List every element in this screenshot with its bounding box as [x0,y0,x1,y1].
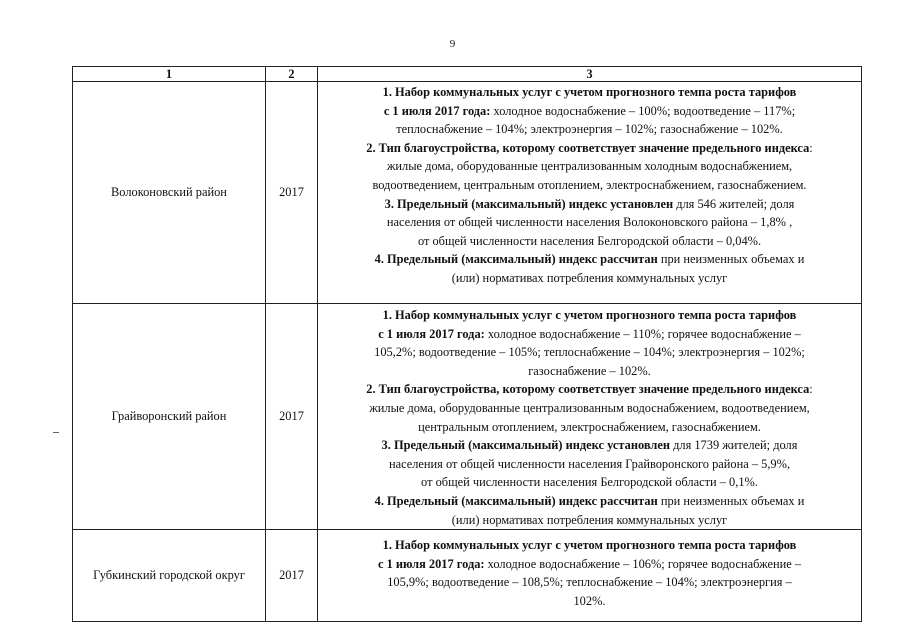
detail-line [321,325,858,344]
detail-line-bold: с 1 июля 2017 года: [377,556,485,571]
detail-line [321,536,858,555]
detail-line [321,306,858,325]
detail-line-text: : [809,382,813,397]
year: 2017 [266,304,318,530]
detail-line [321,139,858,158]
detail-line [321,120,858,139]
detail-line-text: (или) нормативах потребления коммунальных услуг [451,270,728,285]
detail-line [321,157,858,176]
detail-line [321,250,858,269]
header-col-1: 1 [73,67,266,82]
detail-line-text: центральным отоплением, электроснабжением, газоснабжением. [418,419,761,434]
district-name: Грайворонский район [73,304,266,530]
margin-mark [53,432,59,433]
detail-line-text: газоснабжение – 102%. [528,363,651,378]
tariff-table [72,66,862,622]
detail-line [321,573,858,592]
detail-line-text: 105,2%; водоотведение – 105%; теплоснабжение – 104%; электроэнергия – 102%; [374,345,805,360]
detail-line-text: водоотведением, центральным отоплением, электроснабжением, газоснабжением. [372,177,807,192]
detail-line-bold: 1. Набор коммунальных услуг с учетом прогнозного темпа роста тарифов [382,538,797,553]
detail-line [321,176,858,195]
detail-line-bold: 2. Тип благоустройства, которому соответствует значение предельного индекса [366,140,810,155]
detail-line-bold: 3. Предельный (максимальный) индекс установлен [384,196,674,211]
detail-line [321,436,858,455]
detail-line-text: холодное водоснабжение – 106%; горячее водоснабжение – [484,556,802,571]
detail-line-bold: 3. Предельный (максимальный) индекс установлен [381,438,670,453]
detail-line [321,492,858,511]
detail-line-bold: 2. Тип благоустройства, которому соответствует значение предельного индекса [366,382,810,397]
detail-line [321,102,858,121]
detail-line-text: от общей численности населения Белгородской области – 0,1%. [421,475,758,490]
detail-line-bold: 1. Набор коммунальных услуг с учетом прогнозного темпа роста тарифов [382,308,797,322]
detail-line [321,83,858,102]
detail-line-text: жилые дома, оборудованные централизованным водоснабжением, водоотведением, [369,400,810,415]
detail-line [321,473,858,492]
detail-line [321,418,858,437]
detail-line-text: при неизменных объемах и [657,493,805,508]
detail-line-text: холодное водоснабжение – 110%; горячее водоснабжение – [484,326,801,341]
detail-line-bold: с 1 июля 2017 года: [383,103,491,118]
detail-line-text: для 1739 жителей; доля [669,438,798,453]
detail-line-text: населения от общей численности населения Волоконовского района – 1,8% , [386,215,793,230]
table-row [73,82,862,304]
table-header-row [73,67,862,82]
detail-line-text: при неизменных объемах и [657,252,805,267]
district-name: Губкинский городской округ [73,530,266,622]
detail-line [321,195,858,214]
detail-line [321,343,858,362]
header-col-3: 3 [318,67,862,82]
detail-line-text: (или) нормативах потребления коммунальных услуг [451,512,728,527]
detail-line [321,592,858,611]
page-number: 9 [449,38,456,50]
detail-line [321,555,858,574]
detail-line-text: теплоснабжение – 104%; электроэнергия – 102%; газоснабжение – 102%. [396,122,783,137]
district-name: Волоконовский район [73,82,266,304]
table-row [73,304,862,530]
detail-line [321,362,858,381]
detail-line-text: жилые дома, оборудованные централизованным холодным водоснабжением, [386,159,793,174]
detail-line-bold: 4. Предельный (максимальный) индекс рассчитан [374,252,658,267]
detail-line-text: 102%. [573,593,606,608]
details-cell [318,82,862,304]
detail-line-text: : [809,140,813,155]
detail-line-bold: 1. Набор коммунальных услуг с учетом прогнозного темпа роста тарифов [382,85,797,99]
detail-line [321,213,858,232]
header-col-2: 2 [266,67,318,82]
year: 2017 [266,530,318,622]
detail-line-text: от общей численности населения Белгородской области – 0,04%. [417,233,762,248]
year: 2017 [266,82,318,304]
detail-line-bold: 4. Предельный (максимальный) индекс рассчитан [374,493,658,508]
detail-line [321,380,858,399]
detail-line [321,399,858,418]
detail-line-bold: с 1 июля 2017 года: [378,326,485,341]
detail-line [321,511,858,530]
detail-line-text: холодное водоснабжение – 100%; водоотведение – 117%; [490,103,796,118]
detail-line-text: населения от общей численности населения Грайворонского района – 5,9%, [388,456,791,471]
table-row [73,530,862,622]
detail-line-text: для 546 жителей; доля [673,196,795,211]
detail-line [321,269,858,288]
detail-line [321,455,858,474]
detail-line-text: 105,9%; водоотведение – 108,5%; теплоснабжение – 104%; электроэнергия – [387,575,792,590]
detail-line [321,232,858,251]
details-cell [318,304,862,530]
details-cell [318,530,862,622]
